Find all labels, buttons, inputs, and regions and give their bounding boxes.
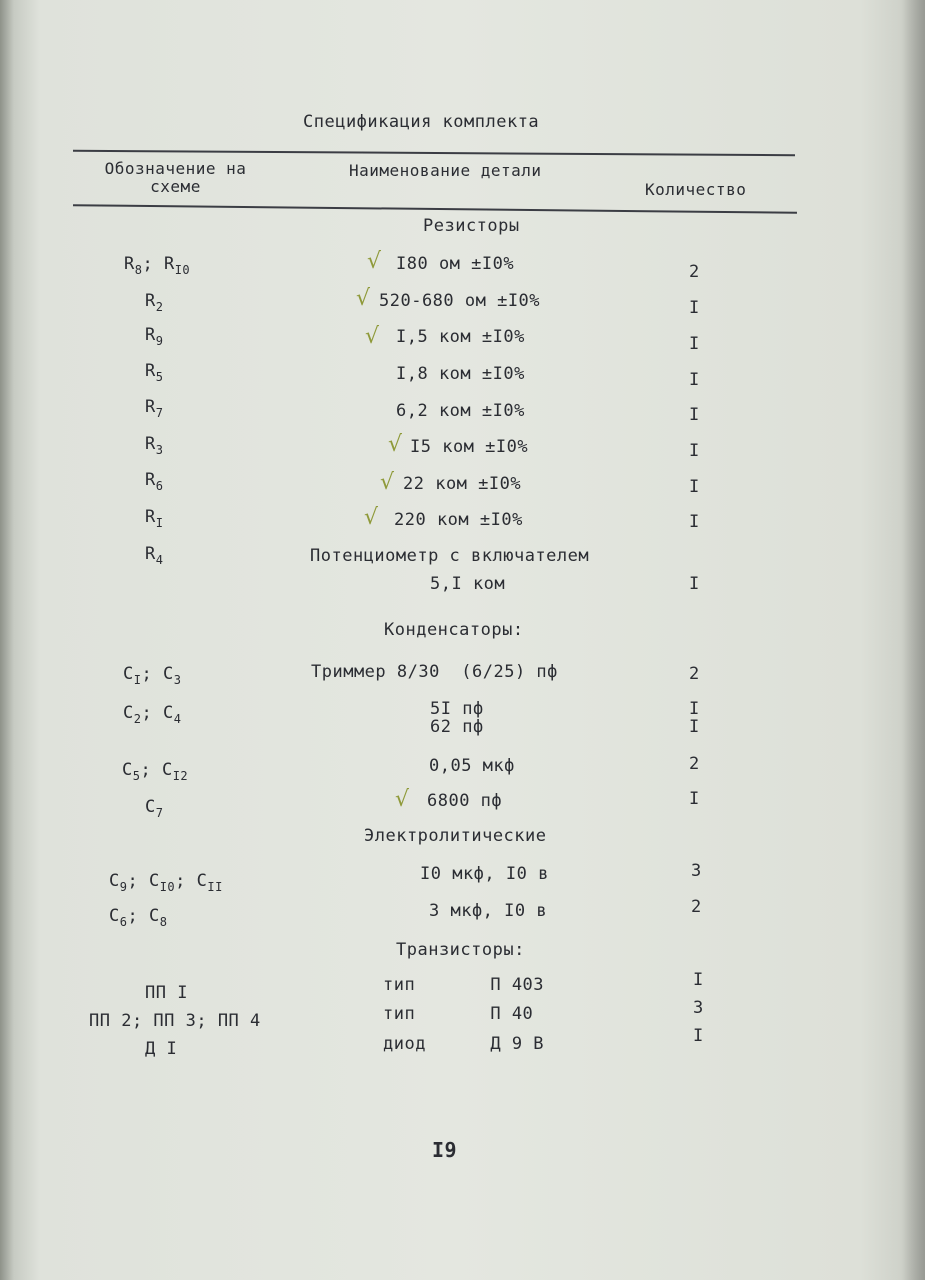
part-name: 220 ком ±I0% bbox=[394, 510, 523, 530]
header-quantity: Количество bbox=[645, 180, 747, 199]
designation: Д I bbox=[145, 1039, 178, 1059]
part-name: 22 ком ±I0% bbox=[403, 474, 522, 494]
section-resistors: Резисторы bbox=[423, 216, 520, 236]
header-designation-line1: Обозначение на bbox=[104, 159, 247, 178]
section-capacitors: Конденсаторы: bbox=[384, 620, 524, 640]
designation-c7: $C_7$ bbox=[145, 797, 164, 820]
page-edge-shadow bbox=[903, 0, 925, 1280]
checkmark-icon: √ bbox=[380, 470, 395, 495]
page-title: Спецификация комплекта bbox=[303, 112, 540, 132]
checkmark-icon: √ bbox=[365, 324, 380, 349]
designation-r1: $R_I$ bbox=[145, 507, 164, 530]
quantity: 3 bbox=[691, 861, 702, 881]
designation-c9-c10-c11: $C_9$; $C_{I0}$; $C_{II}$ bbox=[109, 871, 223, 894]
header-designation-line2: схеме bbox=[150, 177, 201, 196]
designation: ПП I bbox=[145, 983, 188, 1003]
quantity: 2 bbox=[689, 262, 700, 282]
quantity: 3 bbox=[693, 998, 704, 1018]
part-name: 0,05 мкф bbox=[429, 756, 515, 776]
quantity: I bbox=[689, 370, 700, 390]
part-name: 6800 пф bbox=[427, 791, 503, 811]
page-number: I9 bbox=[432, 1138, 458, 1162]
designation: ПП 2; ПП 3; ПП 4 bbox=[89, 1011, 261, 1031]
part-name: тип П 403 bbox=[383, 975, 545, 995]
designation-r5: $R_5$ bbox=[145, 361, 164, 384]
section-electrolytic: Электролитические bbox=[364, 826, 547, 846]
designation-c5-c12: $C_5$; $C_{I2}$ bbox=[122, 760, 189, 783]
designation-r7: $R_7$ bbox=[145, 397, 164, 420]
part-name: Триммер 8/30 (6/25) пф bbox=[311, 662, 558, 682]
part-name: тип П 40 bbox=[383, 1004, 534, 1024]
quantity: I bbox=[689, 717, 700, 737]
table-top-rule bbox=[73, 150, 795, 156]
checkmark-icon: √ bbox=[367, 249, 382, 274]
quantity: I bbox=[689, 477, 700, 497]
part-name: I80 ом ±I0% bbox=[396, 254, 515, 274]
quantity: I bbox=[689, 298, 700, 318]
part-name: I0 мкф, I0 в bbox=[420, 864, 549, 884]
designation-c6-c8: $C_6$; $C_8$ bbox=[109, 906, 168, 929]
part-name: 62 пф bbox=[430, 717, 484, 737]
part-name: 6,2 ком ±I0% bbox=[396, 401, 525, 421]
checkmark-icon: √ bbox=[356, 286, 371, 311]
designation-c2-c4: $C_2$; $C_4$ bbox=[123, 703, 182, 726]
designation-r9: $R_9$ bbox=[145, 325, 164, 348]
quantity: I bbox=[689, 405, 700, 425]
part-name: I,5 ком ±I0% bbox=[396, 327, 525, 347]
part-name: 3 мкф, I0 в bbox=[429, 901, 548, 921]
part-name: I,8 ком ±I0% bbox=[396, 364, 525, 384]
designation-r3: $R_3$ bbox=[145, 434, 164, 457]
quantity: I bbox=[689, 789, 700, 809]
part-name: 520-680 ом ±I0% bbox=[379, 291, 541, 311]
quantity: I bbox=[689, 699, 700, 719]
quantity: I bbox=[693, 1026, 704, 1046]
designation-c1-c3: $C_I$; $C_3$ bbox=[123, 664, 182, 687]
designation-r2: $R_2$ bbox=[145, 291, 164, 314]
quantity: 2 bbox=[691, 897, 702, 917]
quantity: I bbox=[689, 334, 700, 354]
part-name: 5,I ком bbox=[430, 574, 506, 594]
designation-r4: $R_4$ bbox=[145, 544, 164, 567]
part-name: Потенциометр с включателем bbox=[310, 546, 590, 566]
quantity: 2 bbox=[689, 664, 700, 684]
part-name: 5I пф bbox=[430, 699, 484, 719]
quantity: I bbox=[689, 512, 700, 532]
section-transistors: Транзисторы: bbox=[396, 940, 525, 960]
quantity: I bbox=[689, 574, 700, 594]
designation-r8-r10: $R_8$; $R_{I0}$ bbox=[124, 254, 191, 277]
quantity: 2 bbox=[689, 754, 700, 774]
checkmark-icon: √ bbox=[388, 432, 403, 457]
part-name: диод Д 9 В bbox=[383, 1034, 545, 1054]
header-part-name: Наименование детали bbox=[349, 161, 542, 180]
header-designation bbox=[88, 160, 263, 196]
designation-r6: $R_6$ bbox=[145, 470, 164, 493]
quantity: I bbox=[693, 970, 704, 990]
part-name: I5 ком ±I0% bbox=[410, 437, 529, 457]
header-bottom-rule bbox=[73, 204, 797, 213]
checkmark-icon: √ bbox=[364, 505, 379, 530]
quantity: I bbox=[689, 441, 700, 461]
checkmark-icon: √ bbox=[395, 787, 410, 812]
